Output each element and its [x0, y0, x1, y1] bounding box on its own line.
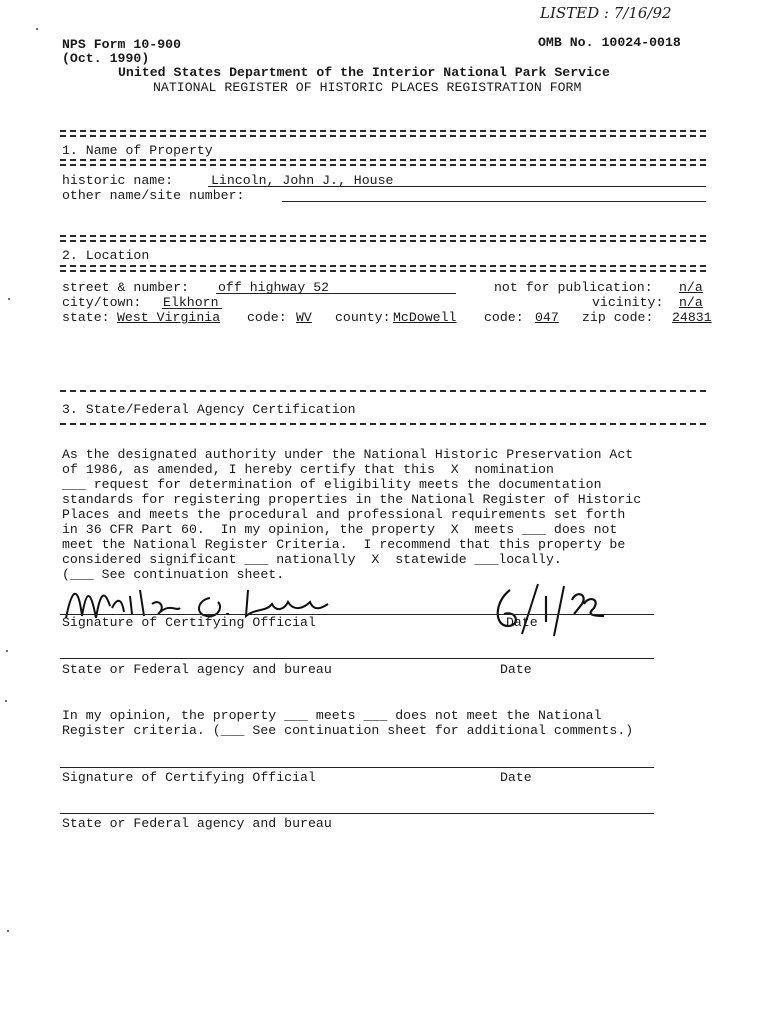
section-divider	[60, 423, 706, 425]
state-code-label: code:	[247, 310, 287, 325]
cert-line: of 1986, as amended, I hereby certify that this X nomination	[62, 462, 554, 477]
cert-line: considered significant ___ nationally X statewide ___locally.	[62, 552, 562, 567]
scan-speck	[36, 28, 38, 30]
cert-line: Places and meets the procedural and professional requirements set forth	[62, 507, 626, 522]
cert-line: ___ request for determination of eligibility meets the documentation	[62, 477, 602, 492]
section-divider	[60, 265, 706, 272]
signature-label: Signature of Certifying Official	[62, 615, 316, 630]
cert-line: (___ See continuation sheet.	[62, 567, 285, 582]
agency-title: United States Department of the Interior National Park Service	[118, 65, 610, 80]
section2-heading: 2. Location	[62, 248, 150, 263]
other-name-label: other name/site number:	[62, 188, 245, 203]
county-value: McDowell	[393, 310, 457, 325]
city-line	[162, 308, 222, 309]
date2-label: Date	[500, 770, 532, 785]
agency2-line	[60, 813, 654, 814]
scan-speck	[7, 930, 9, 932]
signature2-line	[60, 767, 654, 768]
street-line	[216, 293, 456, 294]
city-label: city/town:	[62, 295, 142, 310]
handwritten-date	[488, 582, 613, 640]
form-id: NPS Form 10-900	[62, 37, 182, 52]
agency-date-label: Date	[500, 662, 532, 677]
section-divider	[60, 130, 706, 137]
agency2-label: State or Federal agency and bureau	[62, 816, 332, 831]
form-date: (Oct. 1990)	[62, 51, 150, 66]
vicinity-value: n/a	[679, 295, 703, 310]
signature2-label: Signature of Certifying Official	[62, 770, 316, 785]
vicinity-label: vicinity:	[592, 295, 664, 310]
state-label: state:	[62, 310, 110, 325]
section-divider	[60, 390, 706, 392]
state-value: West Virginia	[117, 310, 221, 325]
listed-stamp: LISTED : 7/16/92	[540, 4, 672, 22]
county-code-label: code:	[484, 310, 524, 325]
historic-name-line	[208, 186, 706, 187]
cert-line: As the designated authority under the National Historic Preservation Act	[62, 447, 634, 462]
omb-number: OMB No. 10024-0018	[538, 35, 681, 50]
cert-line: standards for registering properties in the National Register of Historic	[62, 492, 642, 507]
zip-label: zip code:	[582, 310, 654, 325]
opinion-line: In my opinion, the property ___ meets ___ does not meet the National	[62, 708, 602, 723]
date-handwritten	[500, 620, 503, 621]
street-label: street & number:	[62, 280, 189, 295]
opinion-line: Register criteria. (___ See continuation sheet for additional comments.)	[62, 723, 634, 738]
county-code-value: 047	[535, 310, 559, 325]
other-name-line	[282, 201, 706, 202]
not-for-pub-label: not for publication:	[494, 280, 653, 295]
street-value: off highway 52	[218, 280, 330, 295]
agency-label: State or Federal agency and bureau	[62, 662, 332, 677]
cert-line: meet the National Register Criteria. I recommend that this property be	[62, 537, 626, 552]
scan-speck	[8, 298, 10, 300]
state-code-value: WV	[296, 310, 312, 325]
section-divider	[60, 159, 706, 166]
form-title: NATIONAL REGISTER OF HISTORIC PLACES REGISTRATION FORM	[153, 80, 582, 95]
section3-heading: 3. State/Federal Agency Certification	[62, 402, 356, 417]
historic-name-label: historic name:	[62, 173, 174, 188]
historic-name-value: Lincoln, John J., House	[211, 173, 394, 188]
cert-line: in 36 CFR Part 60. In my opinion, the property X meets ___ does not	[62, 522, 618, 537]
section-divider	[60, 235, 706, 242]
section1-heading: 1. Name of Property	[62, 143, 213, 158]
not-for-pub-value: n/a	[679, 280, 703, 295]
city-value: Elkhorn	[163, 295, 219, 310]
scan-speck	[6, 650, 8, 652]
county-label: county:	[335, 310, 391, 325]
scan-speck	[5, 700, 7, 702]
date-label: Date	[506, 615, 538, 630]
agency-line	[60, 658, 654, 659]
zip-value: 24831	[672, 310, 712, 325]
